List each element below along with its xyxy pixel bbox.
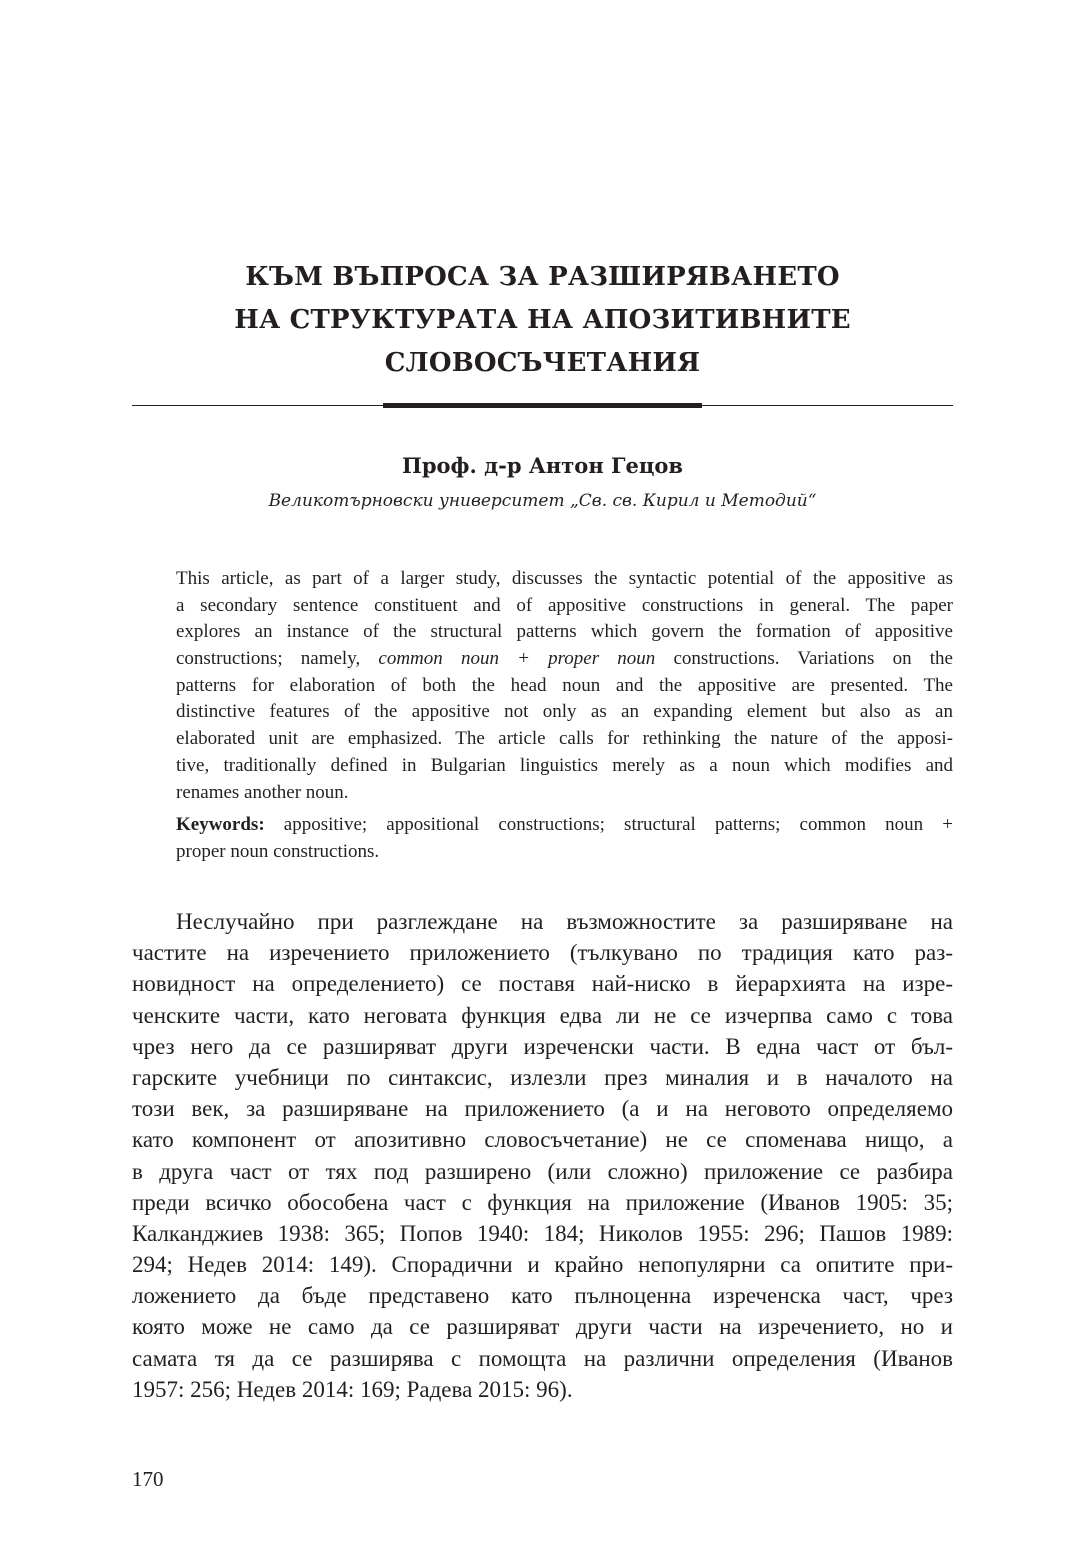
page-number: 170 — [132, 1467, 164, 1491]
body-line: в друга част от тях под разширено (или сложно) приложение се разбира — [132, 1158, 953, 1184]
abstract-italic-term: common noun + proper noun — [378, 648, 656, 670]
body-line: частите на изречението приложението (тълкувано по традиция като раз- — [132, 940, 953, 966]
abstract-line: renames another noun. — [176, 781, 349, 803]
article-title-line-1: КЪМ ВЪПРОСА ЗА РАЗШИРЯВАНЕТО — [245, 262, 840, 292]
keywords-line — [176, 812, 953, 839]
body-line: новидност на определението) се поставя най-ниско в йерархията на изре- — [132, 971, 953, 997]
body-line: ченските части, като неговата функция едва ли не се изчерпва само с това — [132, 1002, 953, 1028]
abstract-line: patterns for elaboration of both the head noun and the appositive are presented. The — [176, 674, 953, 696]
author-affiliation: Великотърновски университет „Св. св. Кирил и Методий“ — [268, 491, 817, 511]
abstract-line: a secondary sentence constituent and of appositive constructions in general. The paper — [176, 594, 953, 616]
keywords-text: appositive; appositional constructions; structural patterns; common noun + — [264, 814, 953, 835]
abstract-line: explores an instance of the structural patterns which govern the formation of appositive — [176, 621, 953, 643]
abstract-line: tive, traditionally defined in Bulgarian linguistics merely as a noun which modifies and — [176, 754, 953, 776]
body-line: самата тя да се разширява с помощта на различни определения (Иванов — [132, 1345, 953, 1371]
author-name: Проф. д-р Антон Гецов — [402, 453, 683, 478]
abstract-line: elaborated unit are emphasized. The article calls for rethinking the nature of the apposi- — [176, 728, 953, 750]
abstract-text: constructions; namely, — [176, 648, 379, 670]
article-title-line-2: НА СТРУКТУРАТА НА АПОЗИТИВНИТЕ — [234, 305, 851, 335]
body-line: преди всичко обособена част с функция на приложение (Иванов 1905: 35; — [132, 1189, 953, 1215]
body-line: 1957: 256; Недев 2014: 169; Радева 2015: 96). — [132, 1376, 573, 1402]
body-line: чрез него да се разширяват други изреченски части. В една част от бъл- — [132, 1033, 953, 1059]
body-line: 294; Недев 2014: 149). Спорадични и крайно непопулярни са опитите при- — [132, 1252, 953, 1278]
body-line: която може не само да се разширяват други части на изречението, но и — [132, 1314, 953, 1340]
body-line: Неслучайно при разглеждане на възможностите за разширяване на — [176, 909, 953, 934]
abstract-text: constructions. Variations on the — [655, 648, 953, 670]
abstract-line: This article, as part of a larger study, discusses the syntactic potential of the appositive as — [176, 568, 953, 589]
body-paragraph — [132, 906, 953, 1405]
article-title — [132, 256, 953, 385]
body-line: гарските учебници по синтаксис, излезли през миналия и в началото на — [132, 1064, 953, 1090]
body-line: този век, за разширяване на приложението (а и на неговото определяемо — [132, 1096, 953, 1122]
abstract — [176, 566, 953, 806]
body-line: ложението да бъде представено като пълноценна изреченска част, чрез — [132, 1283, 953, 1309]
article-title-line-3: СЛОВОСЪЧЕТАНИЯ — [384, 348, 701, 378]
body-line: като компонент от апозитивно словосъчетание) не се споменава нищо, а — [132, 1127, 953, 1153]
keywords-line: proper noun constructions. — [176, 840, 380, 862]
page — [132, 0, 953, 1550]
keywords — [176, 812, 953, 865]
title-divider-thick — [383, 403, 702, 408]
abstract-line — [176, 646, 953, 673]
body-line: Калканджиев 1938: 365; Попов 1940: 184; Николов 1955: 296; Пашов 1989: — [132, 1220, 953, 1246]
keywords-label: Keywords: — [176, 814, 265, 835]
abstract-line: distinctive features of the appositive not only as an expanding element but also as an — [176, 701, 953, 723]
